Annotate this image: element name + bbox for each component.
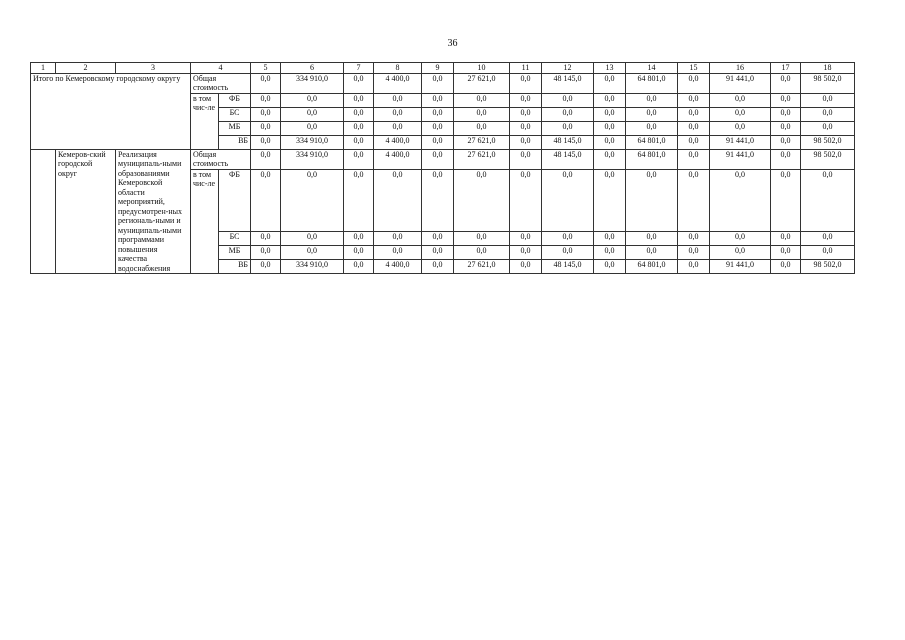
- value-cell: 0,0: [251, 149, 281, 169]
- value-cell: 98 502,0: [801, 260, 855, 274]
- value-cell: 0,0: [594, 246, 626, 260]
- funding-code: ВБ: [219, 260, 251, 274]
- value-cell: 0,0: [454, 107, 510, 121]
- value-cell: 0,0: [251, 232, 281, 246]
- value-cell: 0,0: [801, 246, 855, 260]
- value-cell: 0,0: [344, 260, 374, 274]
- column-number-header: 17: [771, 63, 801, 74]
- value-cell: 48 145,0: [542, 73, 594, 93]
- value-cell: 0,0: [454, 169, 510, 232]
- value-cell: 0,0: [771, 73, 801, 93]
- column-number-header: 10: [454, 63, 510, 74]
- value-cell: 334 910,0: [281, 149, 344, 169]
- column-number-header: 14: [626, 63, 678, 74]
- funding-code: МБ: [219, 121, 251, 135]
- value-cell: 0,0: [801, 121, 855, 135]
- value-cell: 0,0: [542, 121, 594, 135]
- funding-code: ФБ: [219, 93, 251, 107]
- value-cell: 0,0: [510, 121, 542, 135]
- value-cell: 0,0: [344, 73, 374, 93]
- value-cell: 64 801,0: [626, 260, 678, 274]
- value-cell: 0,0: [510, 73, 542, 93]
- value-cell: 0,0: [771, 169, 801, 232]
- value-cell: 0,0: [626, 121, 678, 135]
- value-cell: 334 910,0: [281, 260, 344, 274]
- value-cell: 0,0: [801, 93, 855, 107]
- budget-table: [30, 62, 855, 274]
- value-cell: 48 145,0: [542, 135, 594, 149]
- column-number-header: 8: [374, 63, 422, 74]
- column-number-header: 11: [510, 63, 542, 74]
- value-cell: 0,0: [281, 93, 344, 107]
- value-cell: 0,0: [374, 107, 422, 121]
- value-cell: 0,0: [374, 93, 422, 107]
- value-cell: 0,0: [771, 246, 801, 260]
- value-cell: 0,0: [594, 169, 626, 232]
- value-cell: 0,0: [626, 93, 678, 107]
- value-cell: 27 621,0: [454, 260, 510, 274]
- column-number-header: 15: [678, 63, 710, 74]
- value-cell: 0,0: [710, 169, 771, 232]
- value-cell: 0,0: [251, 93, 281, 107]
- funding-code: БС: [219, 232, 251, 246]
- column-number-header: 12: [542, 63, 594, 74]
- value-cell: 0,0: [594, 135, 626, 149]
- value-cell: 4 400,0: [374, 260, 422, 274]
- column-number-header: 13: [594, 63, 626, 74]
- value-cell: 0,0: [510, 260, 542, 274]
- value-cell: 0,0: [771, 232, 801, 246]
- value-cell: 0,0: [251, 73, 281, 93]
- value-cell: 0,0: [454, 232, 510, 246]
- value-cell: 0,0: [422, 169, 454, 232]
- value-cell: 0,0: [626, 232, 678, 246]
- value-cell: 0,0: [678, 260, 710, 274]
- value-cell: 0,0: [344, 169, 374, 232]
- value-cell: 0,0: [801, 169, 855, 232]
- column-number-header: 1: [31, 63, 56, 74]
- value-cell: 0,0: [422, 107, 454, 121]
- value-cell: 0,0: [281, 232, 344, 246]
- value-cell: 0,0: [344, 246, 374, 260]
- value-cell: 0,0: [771, 107, 801, 121]
- value-cell: 0,0: [594, 107, 626, 121]
- value-cell: 0,0: [594, 260, 626, 274]
- value-cell: 91 441,0: [710, 260, 771, 274]
- value-cell: 0,0: [344, 107, 374, 121]
- activity-description: Реализация муниципаль-ными образованиями Кемеровской области мероприятий, предусмотрен-ных региональ-ными и муниципаль-ными программами повышения качества водоснабжения: [116, 149, 191, 274]
- value-cell: 0,0: [801, 107, 855, 121]
- value-cell: 0,0: [771, 149, 801, 169]
- column-number-header: 3: [116, 63, 191, 74]
- value-cell: 0,0: [626, 169, 678, 232]
- value-cell: 0,0: [678, 149, 710, 169]
- value-cell: 0,0: [281, 169, 344, 232]
- total-cost-label: Общая стоимость: [191, 73, 251, 93]
- value-cell: 0,0: [281, 107, 344, 121]
- value-cell: 0,0: [626, 107, 678, 121]
- value-cell: 0,0: [678, 93, 710, 107]
- table-row: [31, 149, 855, 169]
- value-cell: 0,0: [251, 107, 281, 121]
- value-cell: 0,0: [422, 149, 454, 169]
- value-cell: 0,0: [422, 121, 454, 135]
- total-cost-label: Общая стоимость: [191, 149, 251, 169]
- value-cell: 0,0: [771, 121, 801, 135]
- value-cell: 0,0: [771, 260, 801, 274]
- value-cell: 0,0: [344, 135, 374, 149]
- value-cell: 91 441,0: [710, 135, 771, 149]
- value-cell: 0,0: [801, 232, 855, 246]
- funding-code: ВБ: [219, 135, 251, 149]
- value-cell: 91 441,0: [710, 149, 771, 169]
- column-number-header: 18: [801, 63, 855, 74]
- value-cell: 0,0: [281, 246, 344, 260]
- value-cell: 0,0: [542, 232, 594, 246]
- value-cell: 0,0: [710, 121, 771, 135]
- column-number-header: 4: [191, 63, 251, 74]
- value-cell: 0,0: [251, 260, 281, 274]
- page-number: 36: [447, 38, 458, 49]
- value-cell: 4 400,0: [374, 135, 422, 149]
- value-cell: 0,0: [510, 246, 542, 260]
- value-cell: 64 801,0: [626, 135, 678, 149]
- value-cell: 0,0: [344, 93, 374, 107]
- value-cell: 0,0: [344, 149, 374, 169]
- value-cell: 0,0: [594, 73, 626, 93]
- value-cell: 27 621,0: [454, 149, 510, 169]
- total-label: Итого по Кемеровскому городскому округу: [31, 73, 191, 149]
- value-cell: 0,0: [542, 169, 594, 232]
- value-cell: 0,0: [594, 149, 626, 169]
- value-cell: 0,0: [422, 232, 454, 246]
- value-cell: 0,0: [594, 121, 626, 135]
- value-cell: 0,0: [678, 121, 710, 135]
- value-cell: 0,0: [678, 135, 710, 149]
- value-cell: 0,0: [374, 246, 422, 260]
- value-cell: 0,0: [678, 169, 710, 232]
- value-cell: 0,0: [251, 246, 281, 260]
- in-that-label: в том чис-ле: [191, 93, 219, 149]
- value-cell: 0,0: [510, 135, 542, 149]
- funding-code: ФБ: [219, 169, 251, 232]
- value-cell: 27 621,0: [454, 135, 510, 149]
- value-cell: 0,0: [626, 246, 678, 260]
- value-cell: 0,0: [678, 73, 710, 93]
- value-cell: 48 145,0: [542, 149, 594, 169]
- value-cell: 0,0: [510, 169, 542, 232]
- value-cell: 0,0: [422, 93, 454, 107]
- value-cell: 0,0: [344, 121, 374, 135]
- value-cell: 0,0: [710, 232, 771, 246]
- funding-code: МБ: [219, 246, 251, 260]
- value-cell: 98 502,0: [801, 149, 855, 169]
- value-cell: 0,0: [771, 93, 801, 107]
- value-cell: 0,0: [510, 149, 542, 169]
- value-cell: 0,0: [510, 232, 542, 246]
- value-cell: 64 801,0: [626, 73, 678, 93]
- value-cell: 0,0: [678, 107, 710, 121]
- value-cell: 0,0: [678, 246, 710, 260]
- municipality-name: Кемеров-ский городской округ: [56, 149, 116, 274]
- column-number-header: 16: [710, 63, 771, 74]
- funding-code: БС: [219, 107, 251, 121]
- value-cell: 334 910,0: [281, 73, 344, 93]
- column-number-header: 5: [251, 63, 281, 74]
- row-index: [31, 149, 56, 274]
- value-cell: 0,0: [510, 107, 542, 121]
- value-cell: 0,0: [422, 135, 454, 149]
- column-number-header: 7: [344, 63, 374, 74]
- value-cell: 0,0: [454, 93, 510, 107]
- value-cell: 0,0: [454, 246, 510, 260]
- value-cell: 0,0: [344, 232, 374, 246]
- value-cell: 0,0: [594, 93, 626, 107]
- value-cell: 0,0: [251, 135, 281, 149]
- column-number-header: 6: [281, 63, 344, 74]
- value-cell: 0,0: [542, 93, 594, 107]
- value-cell: 98 502,0: [801, 73, 855, 93]
- value-cell: 0,0: [710, 107, 771, 121]
- value-cell: 0,0: [251, 169, 281, 232]
- value-cell: 0,0: [374, 232, 422, 246]
- value-cell: 4 400,0: [374, 73, 422, 93]
- value-cell: 0,0: [454, 121, 510, 135]
- value-cell: 48 145,0: [542, 260, 594, 274]
- value-cell: 0,0: [771, 135, 801, 149]
- value-cell: 0,0: [542, 246, 594, 260]
- value-cell: 0,0: [251, 121, 281, 135]
- value-cell: 0,0: [422, 73, 454, 93]
- value-cell: 4 400,0: [374, 149, 422, 169]
- value-cell: 0,0: [542, 107, 594, 121]
- value-cell: 91 441,0: [710, 73, 771, 93]
- value-cell: 0,0: [678, 232, 710, 246]
- value-cell: 0,0: [374, 169, 422, 232]
- value-cell: 64 801,0: [626, 149, 678, 169]
- value-cell: 0,0: [594, 232, 626, 246]
- column-number-header: 2: [56, 63, 116, 74]
- value-cell: 0,0: [422, 260, 454, 274]
- value-cell: 0,0: [374, 121, 422, 135]
- in-that-label: в том чис-ле: [191, 169, 219, 274]
- value-cell: 27 621,0: [454, 73, 510, 93]
- value-cell: 0,0: [710, 93, 771, 107]
- value-cell: 98 502,0: [801, 135, 855, 149]
- value-cell: 0,0: [710, 246, 771, 260]
- table-row: [31, 73, 855, 93]
- value-cell: 334 910,0: [281, 135, 344, 149]
- column-number-header: 9: [422, 63, 454, 74]
- table-row: [31, 63, 855, 74]
- value-cell: 0,0: [281, 121, 344, 135]
- value-cell: 0,0: [510, 93, 542, 107]
- value-cell: 0,0: [422, 246, 454, 260]
